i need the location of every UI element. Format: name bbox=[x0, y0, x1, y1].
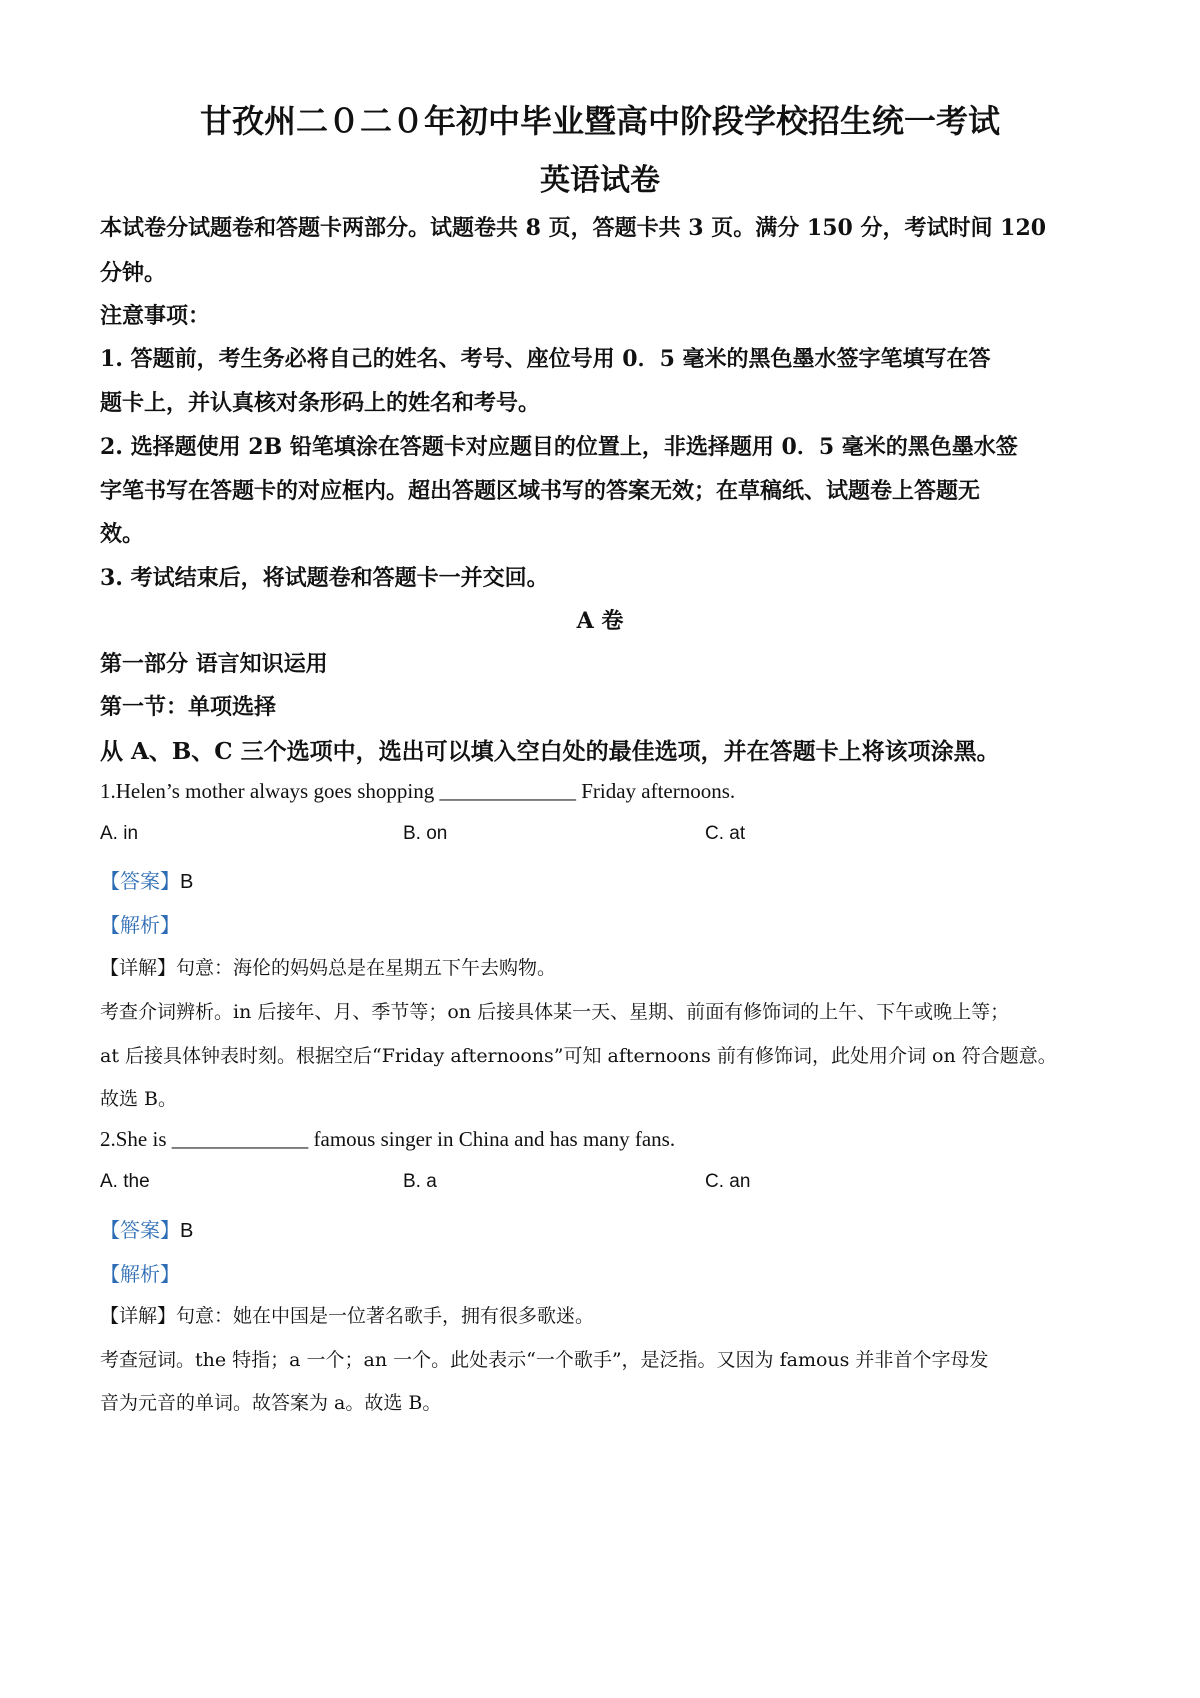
detail-line: 故选 B。 bbox=[100, 1088, 178, 1110]
option-b: B. on bbox=[403, 823, 448, 844]
analysis-label: 【解析】 bbox=[100, 1262, 180, 1286]
answer-row bbox=[100, 1214, 193, 1243]
notice-line: 3. 考试结束后，将试题卷和答题卡一并交回。 bbox=[100, 565, 549, 591]
notice-line: 2. 选择题使用 2B 铅笔填涂在答题卡对应题目的位置上，非选择题用 0．5 毫米的黑色墨水签 bbox=[100, 434, 1018, 460]
notice-line: 1. 答题前，考生务必将自己的姓名、考号、座位号用 0．5 毫米的黑色墨水签字笔填写在答 bbox=[100, 346, 991, 372]
option-a: A. in bbox=[100, 823, 139, 844]
answer-label: 【答案】 bbox=[100, 1218, 180, 1242]
detail-line: 【详解】句意：她在中国是一位著名歌手，拥有很多歌迷。 bbox=[100, 1305, 595, 1327]
answer-value: B bbox=[180, 1220, 194, 1242]
notice-heading: 注意事项： bbox=[100, 303, 211, 329]
part-heading: 第一部分 语言知识运用 bbox=[100, 651, 328, 677]
answer-label: 【答案】 bbox=[100, 869, 180, 893]
detail-line: 音为元音的单词。故答案为 a。故选 B。 bbox=[100, 1392, 442, 1414]
option-a: A. the bbox=[100, 1171, 150, 1192]
volume-heading: A 卷 bbox=[576, 608, 624, 634]
section-heading: 第一节：单项选择 bbox=[100, 694, 277, 720]
question-stem: 1.Helen’s mother always goes shopping _____________ Friday afternoons. bbox=[100, 779, 736, 803]
notice-line: 字笔书写在答题卡的对应框内。超出答题区域书写的答案无效；在草稿纸、试题卷上答题无 bbox=[100, 478, 981, 504]
instruction-text: 从 A、B、C 三个选项中，选出可以填入空白处的最佳选项，并在答题卡上将该项涂黑。 bbox=[100, 738, 1000, 765]
exam-subtitle: 英语试卷 bbox=[540, 163, 660, 198]
analysis-label: 【解析】 bbox=[100, 913, 180, 937]
intro-line: 分钟。 bbox=[100, 260, 167, 286]
answer-row bbox=[100, 865, 193, 894]
exam-title: 甘孜州二０二０年初中毕业暨高中阶段学校招生统一考试 bbox=[199, 102, 1000, 140]
intro-line: 本试卷分试题卷和答题卡两部分。试题卷共 8 页，答题卡共 3 页。满分 150 分，考试时间 120 bbox=[100, 215, 1047, 241]
detail-line: at 后接具体钟表时刻。根据空后“Friday afternoons”可知 afternoons 前有修饰词，此处用介词 on 符合题意。 bbox=[100, 1045, 1057, 1067]
option-c: C. an bbox=[705, 1171, 751, 1192]
detail-line: 考查介词辨析。in 后接年、月、季节等；on 后接具体某一天、星期、前面有修饰词的上午、下午或晚上等； bbox=[100, 1001, 1010, 1023]
notice-line: 效。 bbox=[100, 521, 145, 547]
detail-line: 考查冠词。the 特指；a 一个；an 一个。此处表示“一个歌手”，是泛指。又因为 famous 并非首个字母发 bbox=[100, 1349, 989, 1371]
notice-line: 题卡上，并认真核对条形码上的姓名和考号。 bbox=[100, 390, 541, 416]
answer-value: B bbox=[180, 871, 194, 893]
detail-line: 【详解】句意：海伦的妈妈总是在星期五下午去购物。 bbox=[100, 957, 557, 979]
option-b: B. a bbox=[403, 1171, 437, 1192]
option-c: C. at bbox=[705, 823, 746, 844]
question-stem: 2.She is _____________ famous singer in China and has many fans. bbox=[100, 1127, 676, 1151]
